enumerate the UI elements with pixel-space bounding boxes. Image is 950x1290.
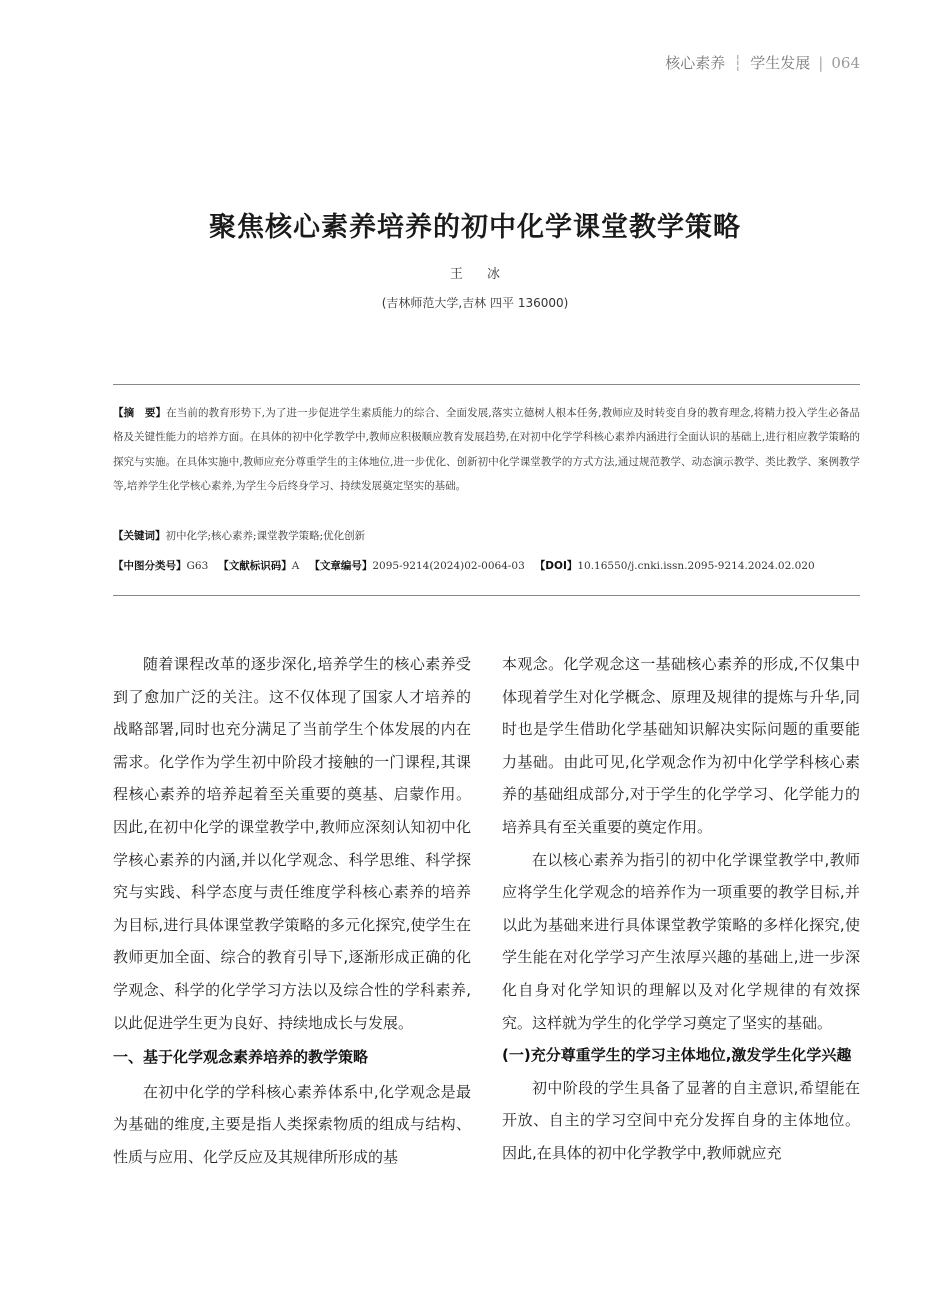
author: 王 冰: [449, 267, 511, 282]
paragraph: 初中阶段的学生具备了显著的自主意识,希望能在开放、自主的学习空间中充分发挥自身的主体地位。因此,在具体的初中化学教学中,教师就应充: [502, 1078, 860, 1162]
clc-label: 【中图分类号】: [113, 560, 187, 572]
article-metadata: [113, 558, 873, 573]
top-rule: [113, 384, 860, 385]
doi-value: 10.16550/j.cnki.issn.2095-9214.2024.02.020: [577, 560, 815, 572]
journal-section: 核心素养: [665, 54, 726, 72]
bottom-rule: [113, 595, 860, 596]
section-heading: 一、基于化学观念素养培养的教学策略: [113, 1048, 369, 1067]
subsection-heading: (一)充分尊重学生的学习主体地位,激发学生化学兴趣: [502, 1046, 852, 1065]
divider: ┆: [733, 53, 743, 72]
paragraph: 随着课程改革的逐步深化,培养学生的核心素养受到了愈加广泛的关注。这不仅体现了国家人才培养的战略部署,同时也充分满足了当前学生个体发展的内在需求。化学作为学生初中阶段才接触的一门课程,其课程核心素养的培养起着至关重要的奠基、启蒙作用。因此,在初中化学的课堂教学中,教师应深刻认知初中化学核心素养的内涵,并以化学观念、科学思维、科学探究与实践、科学态度与责任维度学科核心素养的培养为目标,进行具体课堂教学策略的多元化探究,使学生在教师更加全面、综合的教育引导下,逐渐形成正确的化学观念、科学的化学学习方法以及综合性的学科素养,以此促进学生更为良好、持续地成长与发展。: [113, 655, 471, 1032]
doc-code-value: A: [291, 560, 300, 572]
doi-label: 【DOI】: [534, 560, 578, 572]
running-head: [665, 52, 860, 73]
article-id-label: 【文章编号】: [309, 560, 373, 572]
abstract-label: 【摘 要】: [113, 407, 167, 419]
body-column-right: [502, 648, 860, 1170]
keywords-text: 初中化学;核心素养;课堂教学策略;优化创新: [165, 530, 366, 542]
article-id-value: 2095-9214(2024)02-0064-03: [372, 560, 525, 572]
keywords-label: 【关键词】: [113, 530, 166, 542]
paragraph: 在以核心素养为指引的初中化学课堂教学中,教师应将学生化学观念的培养作为一项重要的教学目标,并以此为基础来进行具体课堂教学策略的多样化探究,使学生能在对化学学习产生浓厚兴趣的基础上,进一步深化自身对化学知识的理解以及对化学规律的有效探究。这样就为学生的化学学习奠定了坚实的基础。: [502, 850, 860, 1032]
paragraph: 本观念。化学观念这一基础核心素养的形成,不仅集中体现着学生对化学概念、原理及规律的提炼与升华,同时也是学生借助化学基础知识解决实际问题的重要能力基础。由此可见,化学观念作为初中化学学科核心素养的基础组成部分,对于学生的化学学习、化学能力的培养具有至关重要的奠定作用。: [502, 655, 860, 836]
clc-value: G63: [186, 560, 209, 572]
abstract-text: 在当前的教育形势下,为了进一步促进学生素质能力的综合、全面发展,落实立德树人根本任务,教师应及时转变自身的教育理念,将精力投入学生必备品格及关键性能力的培养方面。在具体的初中化学教学中,教师应积极顺应教育发展趋势,在对初中化学学科核心素养内涵进行全面认识的基础上,进行相应教学策略的探究与实施。在具体实施中,教师应充分尊重学生的主体地位,进一步优化、创新初中化学课堂教学的方式方法,通过规范教学、动态演示教学、类比教学、案例教学等,培养学生化学核心素养,为学生今后终身学习、持续发展奠定坚实的基础。: [113, 407, 860, 493]
divider: |: [818, 53, 824, 72]
doc-code-label: 【文献标识码】: [218, 560, 292, 572]
abstract: [113, 401, 860, 499]
journal-subsection: 学生发展: [750, 54, 811, 72]
body-column-left: [113, 648, 471, 1174]
article-title: 聚焦核心素养培养的初中化学课堂教学策略: [209, 212, 741, 243]
paragraph: 在初中化学的学科核心素养体系中,化学观念是最为基础的维度,主要是指人类探索物质的组成与结构、性质与应用、化学反应及其规律所形成的基: [113, 1082, 471, 1166]
keywords: [113, 528, 860, 543]
page-number: 064: [831, 53, 860, 72]
affiliation: (吉林师范大学,吉林 四平 136000): [381, 296, 569, 310]
